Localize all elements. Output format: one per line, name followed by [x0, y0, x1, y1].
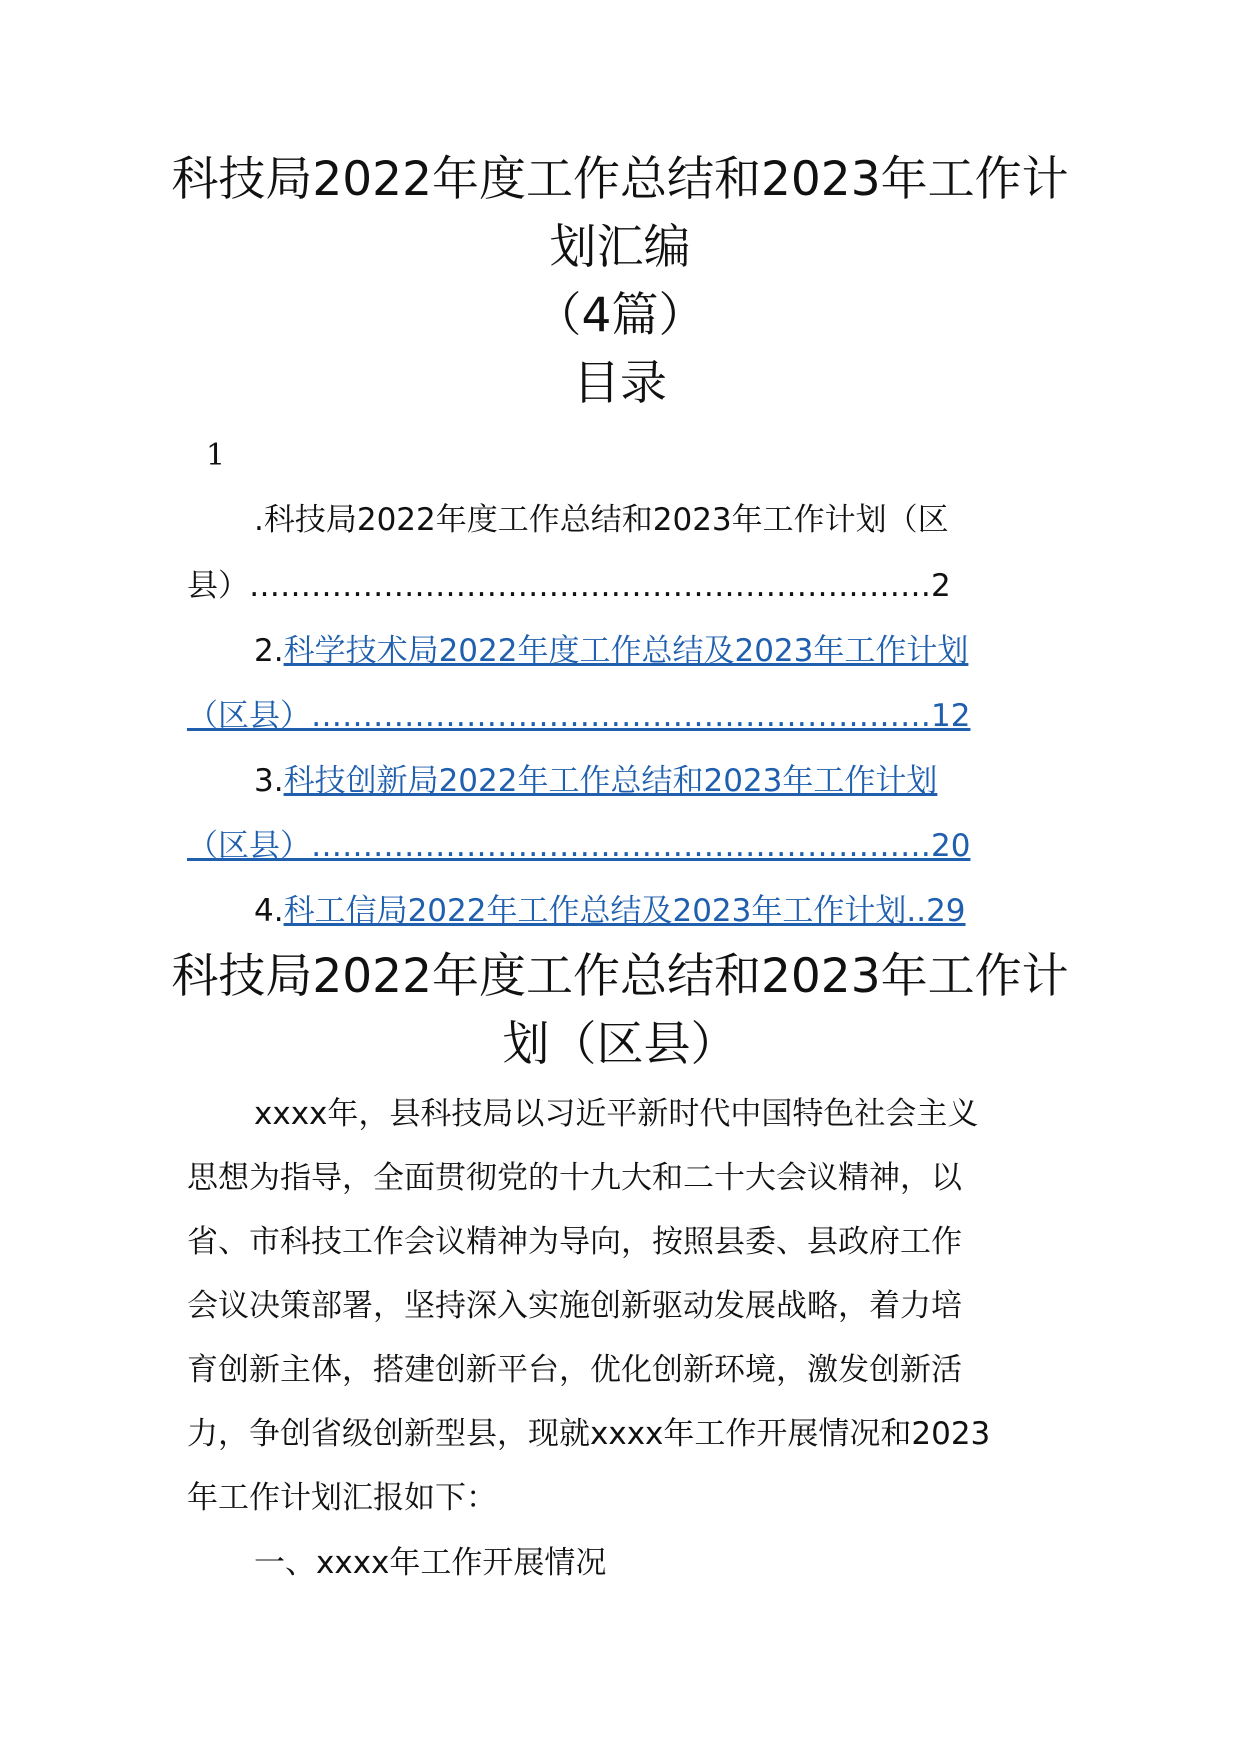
toc-entry-4-link[interactable]: 科工信局2022年工作总结及2023年工作计划..29: [283, 893, 966, 929]
section-heading: 一、xxxx年工作开展情况: [254, 1545, 607, 1581]
toc-entry-3-number: 3.: [254, 763, 284, 799]
toc-heading: 目录: [573, 356, 667, 411]
body-line-2: 思想为指导，全面贯彻党的十九大和二十大会议精神，以: [187, 1160, 962, 1196]
toc-entry-3-link[interactable]: 科技创新局2022年工作总结和2023年工作计划: [283, 763, 938, 799]
toc-entry-3[interactable]: [254, 761, 937, 801]
body-line-3: 省、市科技工作会议精神为导向，按照县委、县政府工作: [187, 1224, 962, 1260]
toc-entry-3-line2-link[interactable]: （区县）……………………………………………………20: [187, 828, 971, 864]
toc-entry-2-line2-link[interactable]: （区县）……………………………………………………12: [187, 698, 971, 734]
body-line-7: 年工作计划汇报如下：: [187, 1480, 497, 1516]
document-title-line2: 划汇编: [549, 220, 691, 275]
toc-entry-2-number: 2.: [254, 633, 284, 669]
toc-entry-4-number: 4.: [254, 893, 284, 929]
document-count: （4篇）: [534, 288, 706, 343]
body-line-1: xxxx年，县科技局以习近平新时代中国特色社会主义: [254, 1096, 979, 1132]
article-title: [150, 943, 1090, 1079]
body-line-6: 力，争创省级创新型县，现就xxxx年工作开展情况和2023: [187, 1416, 991, 1452]
toc-entry-2[interactable]: [254, 631, 968, 671]
toc-index-marker: 1: [206, 438, 226, 473]
toc-entry-2-link[interactable]: 科学技术局2022年度工作总结及2023年工作计划: [283, 633, 969, 669]
toc-entry-4[interactable]: [254, 891, 966, 931]
article-title-line1: 科技局2022年度工作总结和2023年工作计: [171, 949, 1069, 1004]
document-title: [150, 146, 1090, 418]
toc-entry-1-line2: 县）…………………………………………………………2: [187, 568, 951, 604]
body-line-4: 会议决策部署，坚持深入实施创新驱动发展战略，着力培: [187, 1288, 962, 1324]
toc-entry-1-line1: .科技局2022年度工作总结和2023年工作计划（区: [254, 502, 949, 538]
document-title-line1: 科技局2022年度工作总结和2023年工作计: [171, 152, 1069, 207]
body-line-5: 育创新主体，搭建创新平台，优化创新环境，激发创新活: [187, 1352, 962, 1388]
article-title-line2: 划（区县）: [502, 1017, 738, 1072]
